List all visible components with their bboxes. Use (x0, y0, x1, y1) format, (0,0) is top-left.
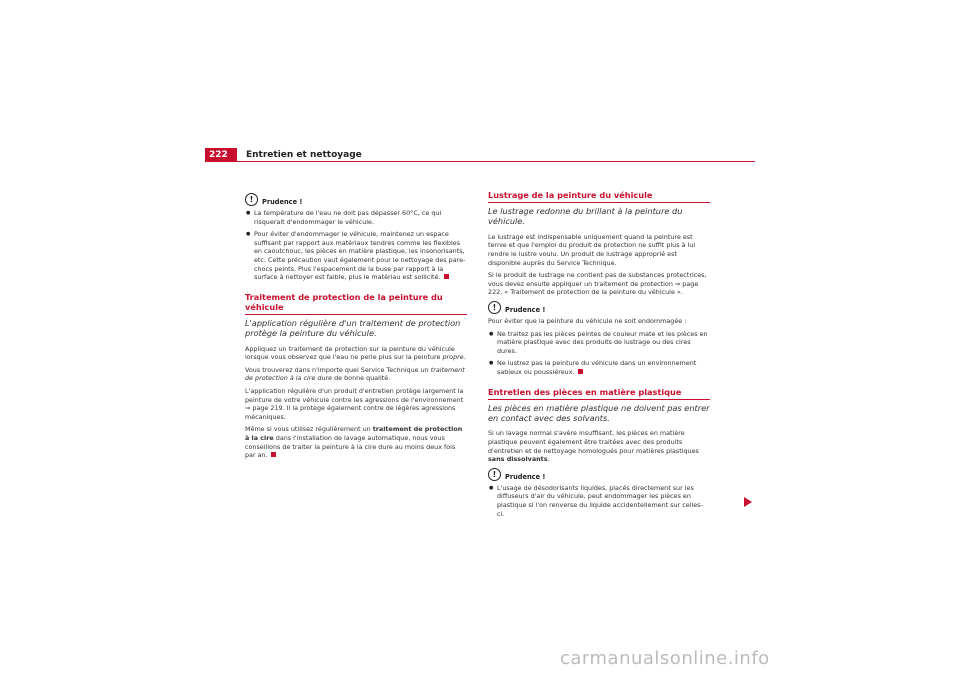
warning-title: Prudence ! (505, 305, 546, 314)
paragraph: Si un lavage normal s'avère insuffisant, les pièces en matière plastique peuvent également être traitées avec des produits d'entretien et de nettoyage homologués pour matières plastiques sans dissolvants. (488, 429, 699, 464)
right-column (488, 190, 710, 522)
warning-heading (488, 468, 710, 481)
page-header-title: Entretien et nettoyage (246, 150, 362, 160)
warning-title: Prudence ! (505, 472, 546, 481)
watermark: carmanualsonline.info (560, 648, 770, 669)
warning-item: ● Ne lustrez pas la peinture du véhicule dans un environnement sableux ou poussiéreux. (488, 359, 710, 376)
paragraph: Même si vous utilisez régulièrement un traitement de protection à la cire dans l'installation de lavage automatique, nous vous conseillons de traiter la peinture à la cire dure au moins deux fois par an. (245, 425, 463, 460)
paragraph: Vous trouverez dans n'importe quel Service Technique un traitement de protection à la cire dure de bonne qualité. (245, 365, 465, 383)
end-mark-icon (271, 452, 276, 457)
section-title: Traitement de protection de la peinture du véhicule (245, 292, 467, 315)
warning-icon: ! (245, 193, 258, 206)
warning-item: ● Ne traitez pas les pièces peintes de couleur mate et les pièces en matière plastique avec des produits de lustrage ou des cires dures. (488, 330, 710, 356)
warning-intro: Pour éviter que la peinture du véhicule ne soit endommagée : (488, 316, 687, 325)
end-mark-icon (444, 274, 449, 279)
paragraph: L'application régulière d'un produit d'entretien protège largement la peinture de votre véhicule contre les agressions de l'environnement ⇒ page 219. Il la protège également contre de légères agressions mécaniques. (245, 386, 464, 421)
paragraph: Le lustrage est indispensable uniquement quand la peinture est ternie et que l'emploi du produit de protection ne suffit plus à lui rendre le lustre voulu. Un produit de lustrage approprié est disponible auprès du Service Technique. (488, 232, 696, 267)
section-title: Lustrage de la peinture du véhicule (488, 190, 710, 203)
warning-item: ● L'usage de désodorisants liquides, placés directement sur les diffuseurs d'air du véhicule, peut endommager les pièces en plastique si l'on renverse du liquide accidentellement sur celles-ci. (488, 484, 710, 518)
warning-icon: ! (488, 468, 501, 481)
section-subtitle: L'application régulière d'un traitement de protection protège la peinture du véhicule. (245, 317, 461, 339)
left-column (245, 190, 467, 464)
paragraph: Appliquez un traitement de protection sur la peinture du véhicule lorsque vous observez que l'eau ne perle plus sur la peinture propre. (245, 344, 466, 362)
warning-title: Prudence ! (262, 198, 303, 206)
warning-item: ● Pour éviter d'endommager le véhicule, maintenez un espace suffisant par rapport aux matériaux tendres comme les flexibles en caoutchouc, les pièces en matière plastique, les insonorisants, etc. Cette précaution vaut également pour le nettoyage des pare-chocs peints. Plus l'espacement de la buse par rapport à la surface à nettoyer est faible, plus le matériau est sollicité. (245, 230, 467, 282)
warning-icon: ! (488, 301, 501, 314)
header-rule (237, 161, 755, 162)
paragraph: Si le produit de lustrage ne contient pas de substances protectrices, vous devez ensuite appliquer un traitement de protection ⇒ page 222, « Traitement de protection de la peinture du véhicule ». (488, 271, 707, 297)
end-mark-icon (578, 369, 583, 374)
continue-arrow-icon (744, 497, 752, 507)
warning-heading (488, 301, 710, 314)
warning-heading (245, 193, 467, 206)
section-title: Entretien des pièces en matière plastique (488, 387, 710, 400)
section-subtitle: Le lustrage redonne du brillant à la peinture du véhicule. (488, 206, 683, 227)
warning-item: ● La température de l'eau ne doit pas dépasser 60°C, ce qui risquerait d'endommager le véhicule. (245, 209, 467, 226)
section-subtitle: Les pièces en matière plastique ne doivent pas entrer en contact avec des solvants. (488, 402, 710, 423)
page-number: 222 (205, 148, 237, 162)
